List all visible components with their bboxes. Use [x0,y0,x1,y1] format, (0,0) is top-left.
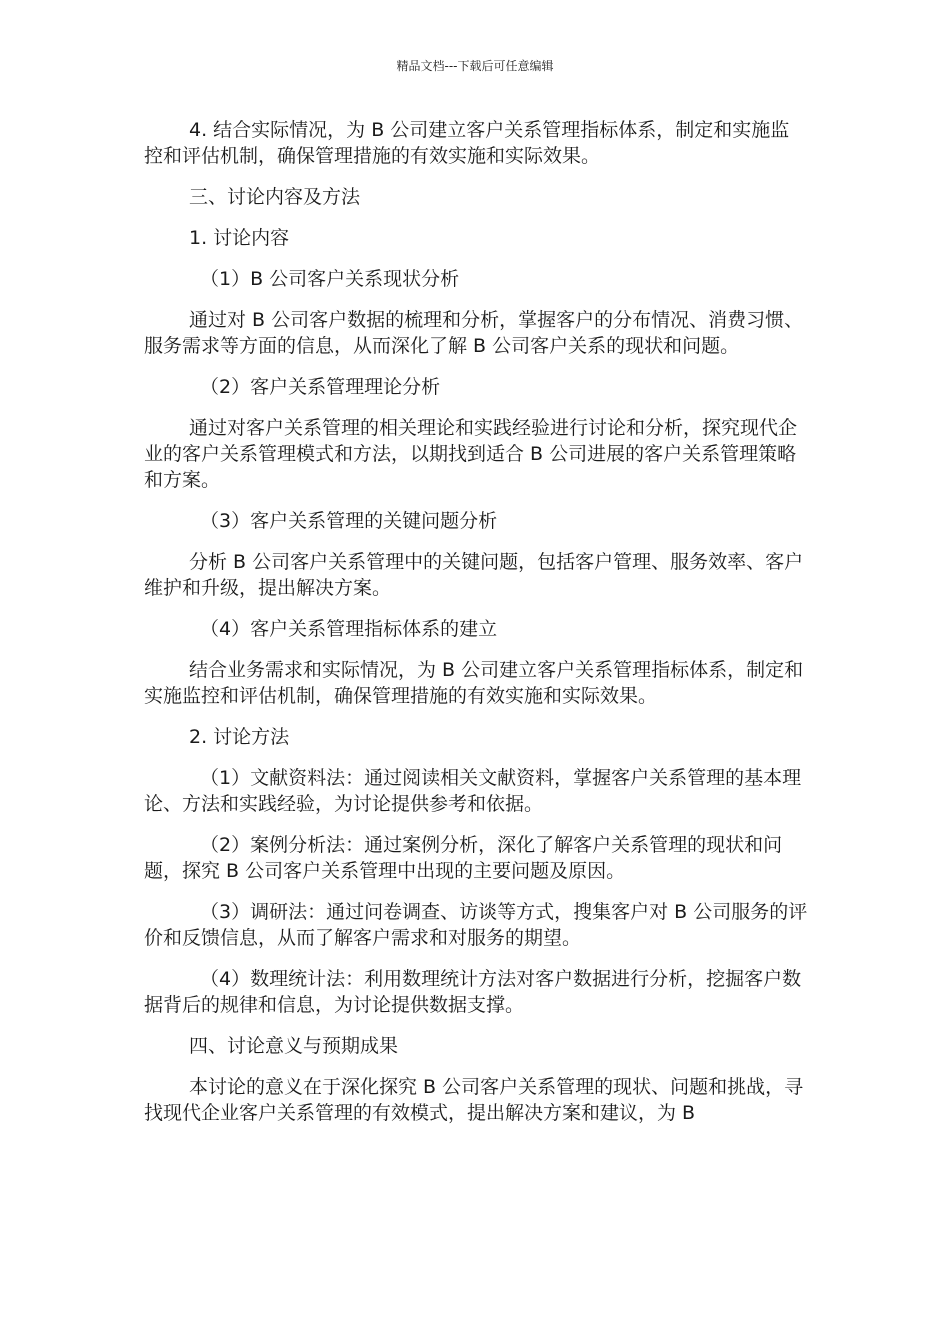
method-survey-text: （3）调研法：通过问卷调查、访谈等方式，搜集客户对 B 公司服务的评价和反馈信息，从而了解客户需求和对服务的期望。 [144,901,808,949]
paragraph-significance: 本讨论的意义在于深化探究 B 公司客户关系管理的现状、问题和挑战，寻找现代企业客户关系管理的有效模式，提出解决方案和建议，为 B [144,1076,804,1124]
item-heading-4: （4）客户关系管理指标体系的建立 [200,618,498,640]
item-heading-3: （3）客户关系管理的关键问题分析 [200,510,498,532]
item-heading-2: （2）客户关系管理理论分析 [200,376,441,398]
subsection-heading-methods: 2. 讨论方法 [189,726,290,748]
method-literature [144,765,808,817]
paragraph-objective-4: 4. 结合实际情况，为 B 公司建立客户关系管理指标体系，制定和实施监控和评估机制，确保管理措施的有效实施和实际效果。 [144,119,790,167]
page-header: 精品文档---下载后可任意编辑 [396,59,554,73]
paragraph-item-2: 通过对客户关系管理的相关理论和实践经验进行讨论和分析，探究现代企业的客户关系管理模式和方法，以期找到适合 B 公司进展的客户关系管理策略和方案。 [144,417,798,491]
item-heading-1: （1）B 公司客户关系现状分析 [200,268,460,290]
method-statistics [144,966,808,1018]
method-case-text: （2）案例分析法：通过案例分析，深化了解客户关系管理的现状和问题，探究 B 公司客户关系管理中出现的主要问题及原因。 [144,834,783,882]
method-case [144,832,808,884]
document-body [144,117,808,1126]
method-survey [144,899,808,951]
section-heading-3: 三、讨论内容及方法 [189,186,361,208]
subsection-heading-content: 1. 讨论内容 [189,227,290,249]
method-statistics-text: （4）数理统计法：利用数理统计方法对客户数据进行分析，挖掘客户数据背后的规律和信息，为讨论提供数据支撑。 [144,968,802,1016]
method-literature-text: （1）文献资料法：通过阅读相关文献资料，掌握客户关系管理的基本理论、方法和实践经验，为讨论提供参考和依据。 [144,767,802,815]
paragraph-item-1: 通过对 B 公司客户数据的梳理和分析，掌握客户的分布情况、消费习惯、服务需求等方面的信息，从而深化了解 B 公司客户关系的现状和问题。 [144,309,804,357]
paragraph-item-4: 结合业务需求和实际情况，为 B 公司建立客户关系管理指标体系，制定和实施监控和评估机制，确保管理措施的有效实施和实际效果。 [144,659,804,707]
paragraph-item-3: 分析 B 公司客户关系管理中的关键问题，包括客户管理、服务效率、客户维护和升级，提出解决方案。 [144,551,804,599]
section-heading-4: 四、讨论意义与预期成果 [189,1035,399,1057]
